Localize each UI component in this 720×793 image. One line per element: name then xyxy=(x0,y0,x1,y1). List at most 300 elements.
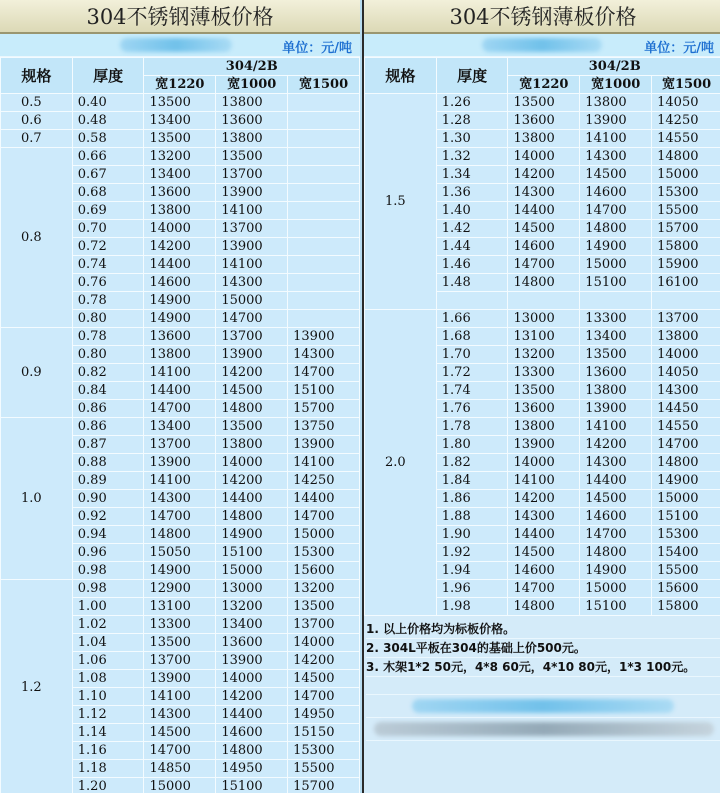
spec-header: 规格 xyxy=(365,58,437,94)
price-1000-cell: 13800 xyxy=(216,94,288,112)
price-1220-cell: 14500 xyxy=(508,544,580,562)
price-1500-cell xyxy=(288,274,360,292)
thickness-cell: 1.16 xyxy=(72,742,144,760)
price-1000-cell: 14900 xyxy=(580,238,652,256)
price-1220-cell: 13200 xyxy=(508,346,580,364)
thickness-cell: 1.20 xyxy=(72,778,144,793)
width-1220-header: 宽1220 xyxy=(144,76,216,94)
thickness-cell: 0.74 xyxy=(72,256,144,274)
price-1220-cell xyxy=(508,292,580,310)
table-row xyxy=(1,148,360,166)
price-1500-cell xyxy=(288,238,360,256)
spec-cell: 0.9 xyxy=(1,328,73,418)
price-1000-cell: 15100 xyxy=(580,274,652,292)
price-1220-cell: 14400 xyxy=(144,256,216,274)
price-1000-cell: 14700 xyxy=(216,310,288,328)
right-blurred-watermark xyxy=(482,38,602,52)
price-1500-cell: 14000 xyxy=(652,346,720,364)
price-1220-cell: 13700 xyxy=(144,436,216,454)
price-1220-cell: 13800 xyxy=(508,418,580,436)
thickness-cell: 1.44 xyxy=(436,238,508,256)
price-1500-cell: 13200 xyxy=(288,580,360,598)
price-1500-cell: 13900 xyxy=(288,436,360,454)
price-1000-cell: 13900 xyxy=(216,652,288,670)
price-1220-cell: 14700 xyxy=(144,742,216,760)
price-1000-cell: 14800 xyxy=(580,544,652,562)
price-1220-cell: 14800 xyxy=(508,598,580,616)
price-1500-cell xyxy=(288,220,360,238)
thickness-cell: 0.98 xyxy=(72,580,144,598)
price-1220-cell: 13500 xyxy=(144,94,216,112)
price-1220-cell: 13800 xyxy=(508,130,580,148)
price-1220-cell: 13000 xyxy=(508,310,580,328)
price-1500-cell: 15800 xyxy=(652,598,720,616)
price-1220-cell: 14000 xyxy=(144,220,216,238)
thickness-cell: 1.06 xyxy=(72,652,144,670)
width-1220-header: 宽1220 xyxy=(508,76,580,94)
price-1220-cell: 13600 xyxy=(144,184,216,202)
thickness-cell: 0.94 xyxy=(72,526,144,544)
price-1000-cell: 13800 xyxy=(580,382,652,400)
price-1500-cell: 15700 xyxy=(652,220,720,238)
price-1500-cell: 14800 xyxy=(652,148,720,166)
price-1220-cell: 13100 xyxy=(144,598,216,616)
price-1500-cell: 14700 xyxy=(288,364,360,382)
grade-header: 304/2B xyxy=(144,58,360,76)
price-1220-cell: 13100 xyxy=(508,328,580,346)
price-1220-cell: 14700 xyxy=(144,400,216,418)
price-1220-cell: 13300 xyxy=(508,364,580,382)
thickness-cell: 0.96 xyxy=(72,544,144,562)
price-1000-cell: 14000 xyxy=(216,454,288,472)
right-price-panel xyxy=(362,0,720,793)
price-1000-cell xyxy=(580,292,652,310)
thickness-cell: 1.34 xyxy=(436,166,508,184)
thickness-cell: 0.69 xyxy=(72,202,144,220)
price-1000-cell: 14800 xyxy=(216,742,288,760)
thickness-cell: 0.86 xyxy=(72,418,144,436)
price-1500-cell: 13800 xyxy=(652,328,720,346)
price-1500-cell: 13700 xyxy=(652,310,720,328)
price-1000-cell: 14700 xyxy=(580,526,652,544)
thickness-cell: 0.40 xyxy=(72,94,144,112)
price-1220-cell: 14400 xyxy=(508,526,580,544)
left-unit-row xyxy=(0,34,360,57)
thickness-cell: 1.04 xyxy=(72,634,144,652)
price-1500-cell: 15000 xyxy=(288,526,360,544)
price-1220-cell: 13500 xyxy=(144,130,216,148)
price-1220-cell: 14600 xyxy=(508,238,580,256)
price-1500-cell: 15600 xyxy=(288,562,360,580)
price-1500-cell: 14250 xyxy=(652,112,720,130)
thickness-cell: 1.32 xyxy=(436,148,508,166)
price-1500-cell: 15700 xyxy=(288,400,360,418)
price-1220-cell: 14200 xyxy=(144,238,216,256)
price-1220-cell: 15050 xyxy=(144,544,216,562)
right-unit-row xyxy=(364,34,720,57)
price-1000-cell: 14200 xyxy=(216,688,288,706)
price-1000-cell: 14200 xyxy=(216,364,288,382)
price-1000-cell: 14400 xyxy=(580,472,652,490)
price-1220-cell: 13900 xyxy=(144,454,216,472)
price-1500-cell xyxy=(288,310,360,328)
price-1000-cell: 14500 xyxy=(580,166,652,184)
thickness-cell: 1.10 xyxy=(72,688,144,706)
price-1000-cell: 14100 xyxy=(216,202,288,220)
price-1000-cell: 14100 xyxy=(580,418,652,436)
price-1500-cell: 14700 xyxy=(288,508,360,526)
price-1000-cell: 13900 xyxy=(216,238,288,256)
price-1000-cell: 13700 xyxy=(216,328,288,346)
thickness-cell: 1.48 xyxy=(436,274,508,292)
price-1000-cell: 15100 xyxy=(580,598,652,616)
right-unit-label: 单位：元/吨 xyxy=(644,41,714,56)
price-1000-cell: 13800 xyxy=(216,130,288,148)
price-1500-cell: 15500 xyxy=(652,562,720,580)
price-1500-cell: 15400 xyxy=(652,544,720,562)
price-1000-cell: 15100 xyxy=(216,544,288,562)
thickness-cell: 1.74 xyxy=(436,382,508,400)
price-1220-cell: 15000 xyxy=(144,778,216,793)
thickness-cell: 1.28 xyxy=(436,112,508,130)
price-1000-cell: 14200 xyxy=(580,436,652,454)
thickness-cell: 0.86 xyxy=(72,400,144,418)
price-1000-cell: 14300 xyxy=(580,148,652,166)
price-1500-cell: 15300 xyxy=(652,526,720,544)
price-1220-cell: 14600 xyxy=(144,274,216,292)
price-1000-cell: 15000 xyxy=(216,292,288,310)
price-1000-cell: 14950 xyxy=(216,760,288,778)
price-1220-cell: 12900 xyxy=(144,580,216,598)
left-unit-label: 单位：元/吨 xyxy=(282,41,352,56)
price-1500-cell: 15100 xyxy=(652,508,720,526)
price-1000-cell: 14800 xyxy=(216,508,288,526)
spec-cell: 1.5 xyxy=(365,94,437,310)
table-row xyxy=(1,112,360,130)
price-1000-cell: 14300 xyxy=(216,274,288,292)
price-1220-cell: 14800 xyxy=(508,274,580,292)
price-1000-cell: 13900 xyxy=(580,400,652,418)
price-1220-cell: 14100 xyxy=(144,364,216,382)
price-1500-cell: 15300 xyxy=(652,184,720,202)
price-1500-cell: 15150 xyxy=(288,724,360,742)
spec-cell: 0.7 xyxy=(1,130,73,148)
price-1500-cell: 14300 xyxy=(652,382,720,400)
blurred-contact-line xyxy=(412,699,674,713)
thickness-cell: 1.68 xyxy=(436,328,508,346)
price-1220-cell: 14600 xyxy=(508,562,580,580)
thickness-cell: 1.88 xyxy=(436,508,508,526)
price-1500-cell: 15000 xyxy=(652,166,720,184)
price-1500-cell: 15300 xyxy=(288,544,360,562)
price-1220-cell: 13600 xyxy=(508,112,580,130)
left-title: 304不锈钢薄板价格 xyxy=(0,0,360,34)
price-1000-cell: 14600 xyxy=(580,184,652,202)
price-1000-cell: 14600 xyxy=(580,508,652,526)
price-1220-cell: 14500 xyxy=(508,220,580,238)
price-1220-cell: 14900 xyxy=(144,292,216,310)
price-1500-cell: 14700 xyxy=(288,688,360,706)
thickness-cell: 1.02 xyxy=(72,616,144,634)
price-1000-cell: 14800 xyxy=(580,220,652,238)
price-1000-cell: 13600 xyxy=(216,634,288,652)
spec-cell: 1.2 xyxy=(1,580,73,793)
price-1220-cell: 14500 xyxy=(144,724,216,742)
price-1220-cell: 14200 xyxy=(508,166,580,184)
thickness-cell: 1.66 xyxy=(436,310,508,328)
thickness-cell: 0.80 xyxy=(72,346,144,364)
price-1500-cell: 14550 xyxy=(652,418,720,436)
thickness-cell: 1.26 xyxy=(436,94,508,112)
price-1000-cell: 13700 xyxy=(216,220,288,238)
price-1500-cell: 13750 xyxy=(288,418,360,436)
price-1220-cell: 14300 xyxy=(508,508,580,526)
price-1000-cell: 13900 xyxy=(216,346,288,364)
price-1000-cell: 13000 xyxy=(216,580,288,598)
left-blurred-watermark xyxy=(120,38,232,52)
note-item: 2. 304L平板在304的基础上价500元。 xyxy=(366,639,720,658)
table-row xyxy=(1,328,360,346)
thickness-cell: 0.90 xyxy=(72,490,144,508)
price-1220-cell: 14000 xyxy=(508,148,580,166)
thickness-cell: 1.72 xyxy=(436,364,508,382)
thickness-cell: 0.87 xyxy=(72,436,144,454)
price-1000-cell: 13600 xyxy=(216,112,288,130)
left-price-table xyxy=(0,57,360,793)
price-1500-cell: 16100 xyxy=(652,274,720,292)
thickness-cell: 1.86 xyxy=(436,490,508,508)
table-row xyxy=(365,94,720,112)
thickness-cell xyxy=(436,292,508,310)
price-1220-cell: 14100 xyxy=(144,472,216,490)
price-1500-cell: 14400 xyxy=(288,490,360,508)
table-row xyxy=(1,94,360,112)
thickness-header: 厚度 xyxy=(436,58,508,94)
right-title: 304不锈钢薄板价格 xyxy=(364,0,720,34)
price-1500-cell xyxy=(288,256,360,274)
price-1000-cell: 14000 xyxy=(216,670,288,688)
price-1500-cell: 15500 xyxy=(652,202,720,220)
price-1500-cell: 15000 xyxy=(652,490,720,508)
table-row xyxy=(365,310,720,328)
price-1220-cell: 13300 xyxy=(144,616,216,634)
price-1500-cell xyxy=(288,130,360,148)
price-1220-cell: 13900 xyxy=(508,436,580,454)
price-1220-cell: 13500 xyxy=(144,634,216,652)
thickness-cell: 1.80 xyxy=(436,436,508,454)
price-1500-cell xyxy=(288,94,360,112)
price-1500-cell: 15100 xyxy=(288,382,360,400)
thickness-cell: 0.67 xyxy=(72,166,144,184)
price-1220-cell: 14300 xyxy=(508,184,580,202)
price-1220-cell: 14400 xyxy=(144,382,216,400)
price-1500-cell: 14300 xyxy=(288,346,360,364)
price-1500-cell: 15600 xyxy=(652,580,720,598)
price-1000-cell: 14900 xyxy=(216,526,288,544)
thickness-cell: 1.90 xyxy=(436,526,508,544)
price-1220-cell: 13200 xyxy=(144,148,216,166)
thickness-cell: 0.68 xyxy=(72,184,144,202)
price-1500-cell: 15900 xyxy=(652,256,720,274)
thickness-cell: 1.46 xyxy=(436,256,508,274)
price-1500-cell xyxy=(288,292,360,310)
price-1220-cell: 13500 xyxy=(508,382,580,400)
thickness-cell: 1.84 xyxy=(436,472,508,490)
thickness-cell: 0.82 xyxy=(72,364,144,382)
thickness-cell: 1.18 xyxy=(72,760,144,778)
price-1220-cell: 13700 xyxy=(144,652,216,670)
price-1000-cell: 14700 xyxy=(580,202,652,220)
notes-section xyxy=(364,616,720,741)
thickness-cell: 1.36 xyxy=(436,184,508,202)
grade-header: 304/2B xyxy=(508,58,720,76)
spec-cell: 0.8 xyxy=(1,148,73,328)
thickness-cell: 1.14 xyxy=(72,724,144,742)
price-1500-cell: 14100 xyxy=(288,454,360,472)
price-1000-cell: 13500 xyxy=(216,418,288,436)
price-1500-cell xyxy=(288,148,360,166)
price-1220-cell: 13400 xyxy=(144,166,216,184)
price-1220-cell: 14100 xyxy=(144,688,216,706)
price-1000-cell: 14500 xyxy=(216,382,288,400)
price-1500-cell xyxy=(652,292,720,310)
price-1500-cell: 13700 xyxy=(288,616,360,634)
price-1500-cell: 15800 xyxy=(652,238,720,256)
table-row xyxy=(1,130,360,148)
thickness-cell: 1.82 xyxy=(436,454,508,472)
note-item: 3. 木架1*2 50元，4*8 60元，4*10 80元，1*3 100元。 xyxy=(366,658,720,677)
price-1000-cell: 13500 xyxy=(580,346,652,364)
price-1000-cell: 15000 xyxy=(580,580,652,598)
price-1220-cell: 13600 xyxy=(144,328,216,346)
price-1500-cell: 14050 xyxy=(652,94,720,112)
thickness-cell: 1.96 xyxy=(436,580,508,598)
price-1000-cell: 14400 xyxy=(216,490,288,508)
price-1220-cell: 14850 xyxy=(144,760,216,778)
width-1500-header: 宽1500 xyxy=(652,76,720,94)
thickness-cell: 1.40 xyxy=(436,202,508,220)
thickness-header: 厚度 xyxy=(72,58,144,94)
thickness-cell: 0.78 xyxy=(72,328,144,346)
price-1220-cell: 13800 xyxy=(144,346,216,364)
price-1000-cell: 13800 xyxy=(580,94,652,112)
thickness-cell: 0.72 xyxy=(72,238,144,256)
price-1500-cell: 15300 xyxy=(288,742,360,760)
thickness-cell: 0.66 xyxy=(72,148,144,166)
price-1220-cell: 14400 xyxy=(508,202,580,220)
thickness-cell: 1.00 xyxy=(72,598,144,616)
price-1500-cell: 14700 xyxy=(652,436,720,454)
price-1500-cell xyxy=(288,202,360,220)
thickness-cell: 1.98 xyxy=(436,598,508,616)
price-1000-cell: 15000 xyxy=(216,562,288,580)
price-1000-cell: 13900 xyxy=(580,112,652,130)
spec-cell: 0.5 xyxy=(1,94,73,112)
thickness-cell: 1.12 xyxy=(72,706,144,724)
width-1500-header: 宽1500 xyxy=(288,76,360,94)
price-1000-cell: 14900 xyxy=(580,562,652,580)
thickness-cell: 0.78 xyxy=(72,292,144,310)
price-1500-cell: 14800 xyxy=(652,454,720,472)
price-1000-cell: 14500 xyxy=(580,490,652,508)
price-1220-cell: 14800 xyxy=(144,526,216,544)
price-1220-cell: 13900 xyxy=(144,670,216,688)
spec-cell: 0.6 xyxy=(1,112,73,130)
thickness-cell: 0.84 xyxy=(72,382,144,400)
price-1220-cell: 14300 xyxy=(144,490,216,508)
price-1500-cell xyxy=(288,166,360,184)
thickness-cell: 0.98 xyxy=(72,562,144,580)
thickness-cell: 0.58 xyxy=(72,130,144,148)
price-1500-cell: 15500 xyxy=(288,760,360,778)
width-1000-header: 宽1000 xyxy=(580,76,652,94)
thickness-cell: 0.70 xyxy=(72,220,144,238)
spec-cell: 1.0 xyxy=(1,418,73,580)
price-1000-cell: 14300 xyxy=(580,454,652,472)
spec-header: 规格 xyxy=(1,58,73,94)
price-1500-cell: 14950 xyxy=(288,706,360,724)
thickness-cell: 1.30 xyxy=(436,130,508,148)
price-1220-cell: 14700 xyxy=(508,256,580,274)
thickness-cell: 0.80 xyxy=(72,310,144,328)
thickness-cell: 1.70 xyxy=(436,346,508,364)
price-1000-cell: 14200 xyxy=(216,472,288,490)
table-row xyxy=(1,418,360,436)
price-1220-cell: 13400 xyxy=(144,418,216,436)
price-1220-cell: 13800 xyxy=(144,202,216,220)
price-1000-cell: 13900 xyxy=(216,184,288,202)
price-1500-cell: 14000 xyxy=(288,634,360,652)
price-1000-cell: 13200 xyxy=(216,598,288,616)
price-1220-cell: 14900 xyxy=(144,562,216,580)
price-1500-cell: 14250 xyxy=(288,472,360,490)
price-1500-cell: 15700 xyxy=(288,778,360,793)
thickness-cell: 1.08 xyxy=(72,670,144,688)
price-1000-cell: 14400 xyxy=(216,706,288,724)
right-price-table xyxy=(364,57,720,616)
thickness-cell: 1.78 xyxy=(436,418,508,436)
price-1500-cell: 14050 xyxy=(652,364,720,382)
price-1000-cell: 15000 xyxy=(580,256,652,274)
price-1000-cell: 14600 xyxy=(216,724,288,742)
price-1220-cell: 13600 xyxy=(508,400,580,418)
price-1220-cell: 14100 xyxy=(508,472,580,490)
price-1500-cell: 14450 xyxy=(652,400,720,418)
price-1000-cell: 14100 xyxy=(580,130,652,148)
thickness-cell: 1.92 xyxy=(436,544,508,562)
price-1000-cell: 13400 xyxy=(580,328,652,346)
price-1500-cell: 14900 xyxy=(652,472,720,490)
price-1220-cell: 14700 xyxy=(144,508,216,526)
thickness-cell: 1.76 xyxy=(436,400,508,418)
thickness-cell: 0.88 xyxy=(72,454,144,472)
price-1500-cell: 14550 xyxy=(652,130,720,148)
thickness-cell: 1.42 xyxy=(436,220,508,238)
price-1500-cell: 13900 xyxy=(288,328,360,346)
thickness-cell: 0.92 xyxy=(72,508,144,526)
price-1500-cell: 14200 xyxy=(288,652,360,670)
price-1220-cell: 14300 xyxy=(144,706,216,724)
price-1000-cell: 14800 xyxy=(216,400,288,418)
price-1220-cell: 14000 xyxy=(508,454,580,472)
thickness-cell: 0.89 xyxy=(72,472,144,490)
price-1220-cell: 14200 xyxy=(508,490,580,508)
price-1220-cell: 13500 xyxy=(508,94,580,112)
blurred-address-line xyxy=(374,722,714,736)
price-1000-cell: 13700 xyxy=(216,166,288,184)
thickness-cell: 0.76 xyxy=(72,274,144,292)
price-1500-cell xyxy=(288,112,360,130)
